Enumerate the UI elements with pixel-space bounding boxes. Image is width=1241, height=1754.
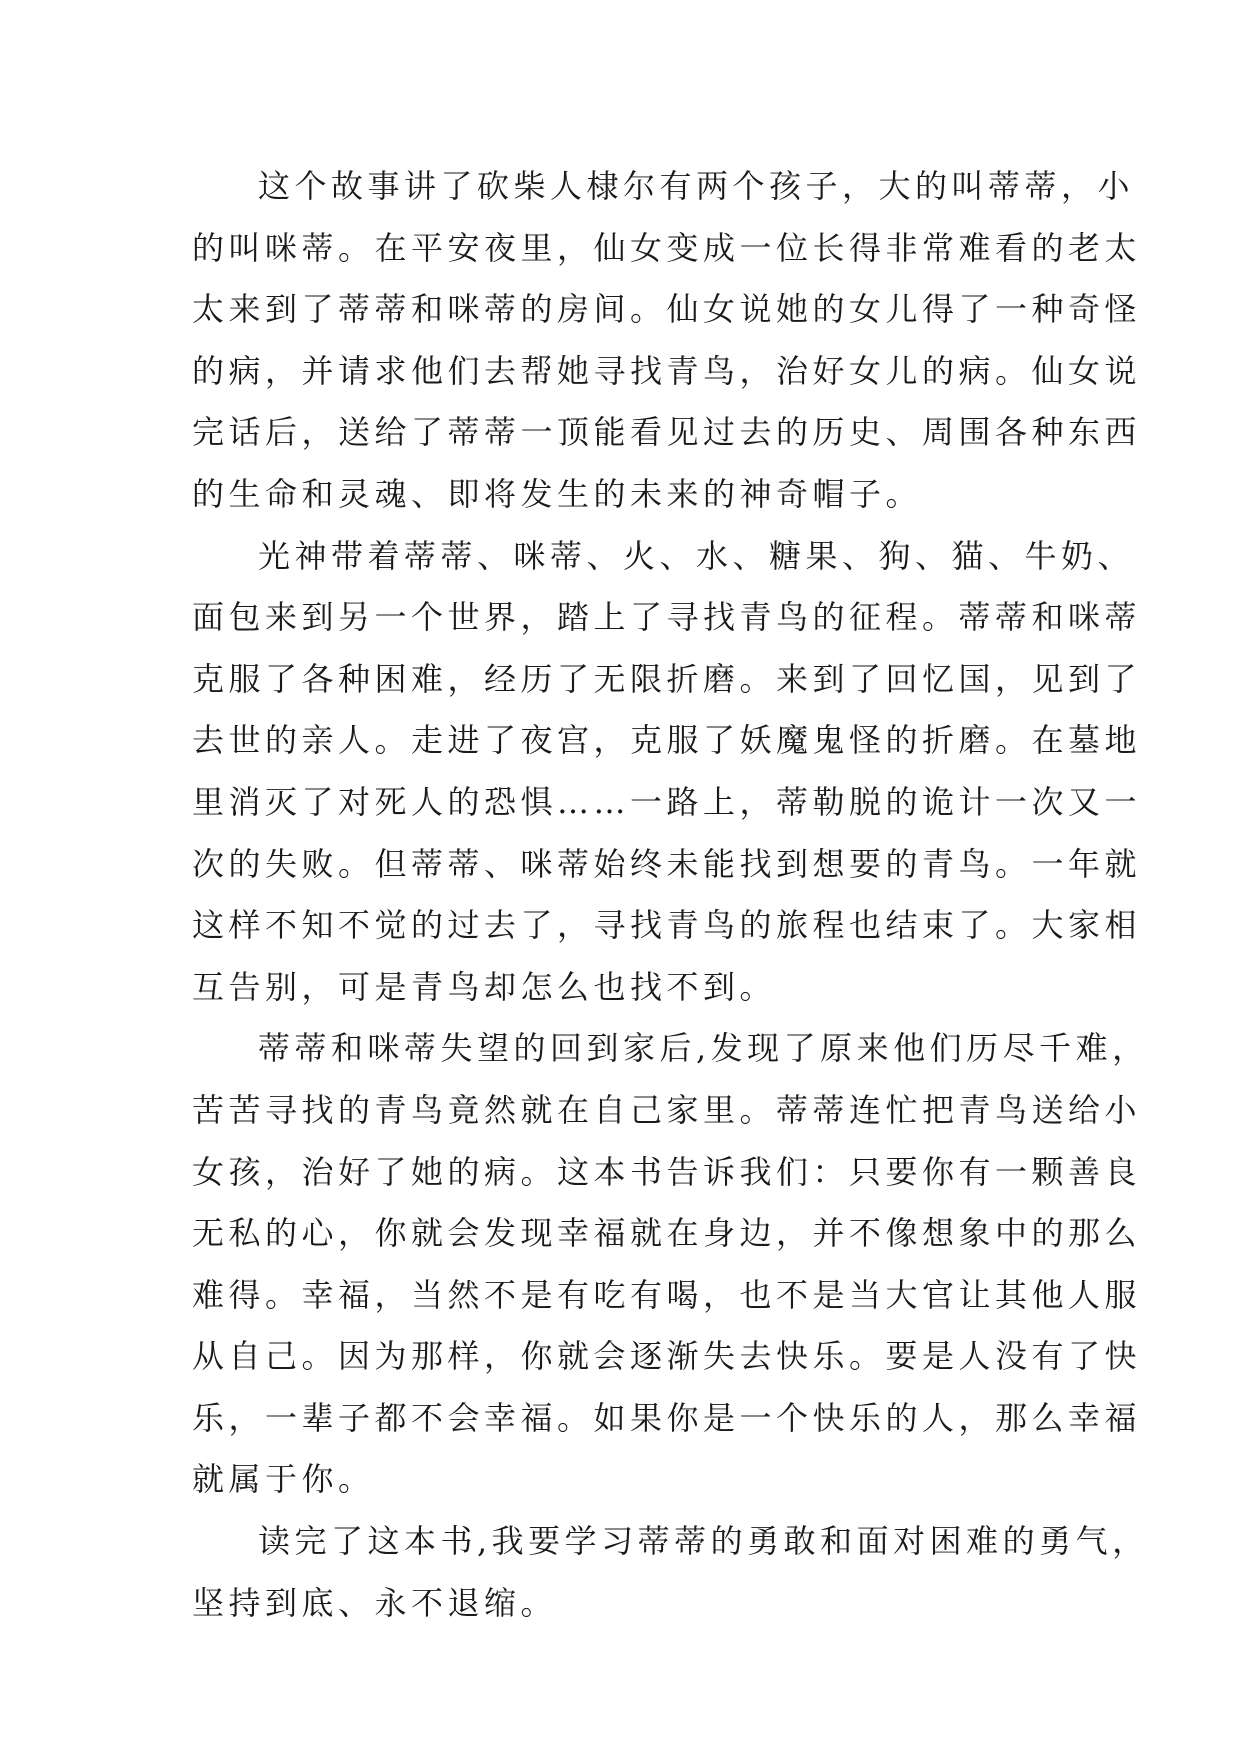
paragraph-2 xyxy=(192,526,1142,1019)
paragraph-line: 苦苦寻找的青鸟竟然就在自己家里。蒂蒂连忙把青鸟送给小 xyxy=(192,1090,1142,1129)
paragraph-line: 面包来到另一个世界，踏上了寻找青鸟的征程。蒂蒂和咪蒂 xyxy=(192,598,1142,637)
paragraph-line: 太来到了蒂蒂和咪蒂的房间。仙女说她的女儿得了一种奇怪 xyxy=(192,290,1142,329)
paragraph-line: 从自己。因为那样，你就会逐渐失去快乐。要是人没有了快 xyxy=(192,1337,1142,1376)
document-body xyxy=(192,156,1149,1634)
paragraph-line: 读完了这本书,我要学习蒂蒂的勇敢和面对困难的勇气， xyxy=(258,1522,1149,1561)
paragraph-line: 无私的心，你就会发现幸福就在身边，并不像想象中的那么 xyxy=(192,1214,1142,1253)
paragraph-line: 这个故事讲了砍柴人棣尔有两个孩子，大的叫蒂蒂，小 xyxy=(258,167,1135,205)
paragraph-line: 次的失败。但蒂蒂、咪蒂始终未能找到想要的青鸟。一年就 xyxy=(192,844,1142,883)
paragraph-1 xyxy=(192,156,1142,526)
paragraph-line: 女孩，治好了她的病。这本书告诉我们：只要你有一颗善良 xyxy=(192,1152,1142,1191)
paragraph-line: 难得。幸福，当然不是有吃有喝，也不是当大官让其他人服 xyxy=(192,1275,1142,1314)
paragraph-line: 互告别，可是青鸟却怎么也找不到。 xyxy=(192,967,777,1006)
paragraph-line: 的叫咪蒂。在平安夜里，仙女变成一位长得非常难看的老太 xyxy=(192,228,1142,267)
paragraph-line: 乐，一辈子都不会幸福。如果你是一个快乐的人，那么幸福 xyxy=(192,1398,1142,1437)
paragraph-line: 光神带着蒂蒂、咪蒂、火、水、糖果、狗、猫、牛奶、 xyxy=(258,536,1135,575)
paragraph-line: 里消灭了对死人的恐惧……一路上，蒂勒脱的诡计一次又一 xyxy=(192,782,1142,821)
paragraph-line: 蒂蒂和咪蒂失望的回到家后,发现了原来他们历尽千难， xyxy=(258,1029,1149,1068)
paragraph-line: 完话后，送给了蒂蒂一顶能看见过去的历史、周围各种东西 xyxy=(192,413,1142,452)
paragraph-line: 的病，并请求他们去帮她寻找青鸟，治好女儿的病。仙女说 xyxy=(192,351,1142,390)
paragraph-line: 坚持到底、永不退缩。 xyxy=(192,1583,558,1622)
paragraph-4 xyxy=(192,1511,1149,1634)
paragraph-3 xyxy=(192,1018,1149,1511)
paragraph-line: 这样不知不觉的过去了，寻找青鸟的旅程也结束了。大家相 xyxy=(192,906,1142,945)
paragraph-line: 去世的亲人。走进了夜宫，克服了妖魔鬼怪的折磨。在墓地 xyxy=(192,721,1142,760)
paragraph-line: 的生命和灵魂、即将发生的未来的神奇帽子。 xyxy=(192,474,923,513)
paragraph-line: 就属于你。 xyxy=(192,1460,375,1499)
paragraph-line: 克服了各种困难，经历了无限折磨。来到了回忆国，见到了 xyxy=(192,659,1142,698)
